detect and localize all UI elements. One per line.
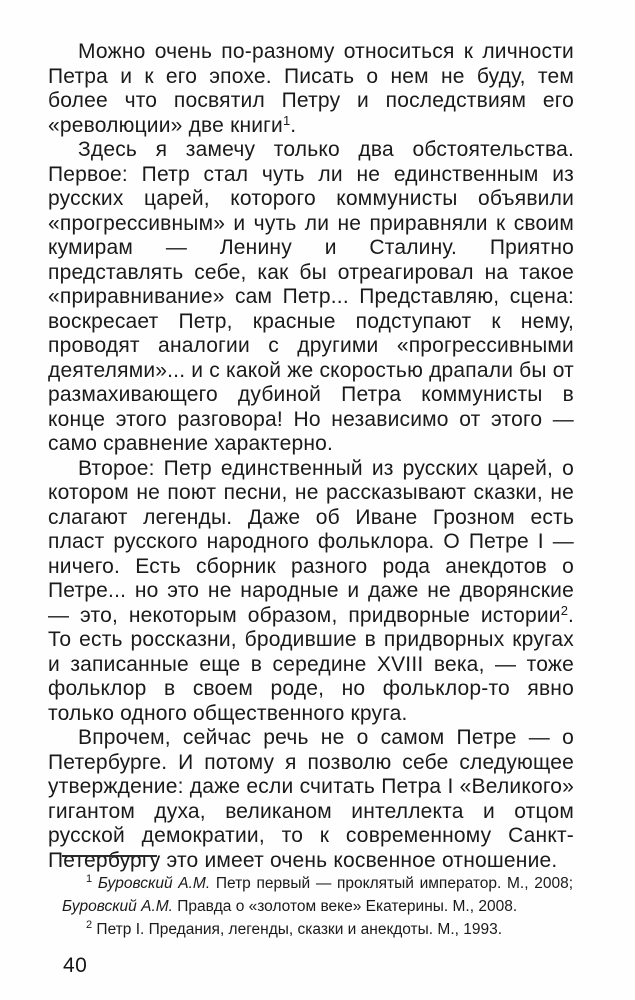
paragraph-1-text: Можно очень по-разному относиться к личности Петра и к его эпохе. Писать о нем не буду, тем более что посвятил Петру и последствиям его «революции» две книги xyxy=(48,40,574,137)
paragraph-3-text: Второе: Петр единственный из русских царей, о котором не поют песни, не рассказывают сказки, не слагают легенды. Даже об Иване Грозном есть пласт русского народного фольклора. О Петре I — ничего. Есть сборник разного рода анекдотов о Петре... но это не народные и даже не дворянские — это, некоторым образом, придворные истории xyxy=(48,456,574,627)
footnote-1 xyxy=(62,872,573,918)
body-text-block xyxy=(48,40,574,873)
paragraph-4-text: Впрочем, сейчас речь не о самом Петре — о Петербурге. И потому я позволю себе следующее утверждение: даже если считать Петра I «Великого» гигантом духа, великаном интеллекта и отцом русской демократии, то к современному Санкт-Петербургу это имеет очень косвенное отношение. xyxy=(48,726,574,872)
paragraph-1-tail: . xyxy=(290,113,297,137)
footnote-1-text-b: Правда о «золотом веке» Екатерины. М., 2008. xyxy=(172,898,518,915)
page-number: 40 xyxy=(63,954,88,977)
footnote-1-text-a: Петр первый — проклятый император. М., 2008; xyxy=(210,875,573,892)
footnote-1-marker: 1 xyxy=(86,873,93,885)
paragraph-2 xyxy=(48,138,574,457)
footnote-ref-2: 2 xyxy=(560,602,568,618)
footnote-block xyxy=(62,855,573,941)
footnote-2-marker: 2 xyxy=(86,919,93,931)
footnote-1-author-a: Буровский А.М. xyxy=(97,875,211,892)
footnote-1-author-b: Буровский А.М. xyxy=(62,898,173,915)
paragraph-1 xyxy=(48,40,574,138)
paragraph-4 xyxy=(48,726,574,873)
footnote-ref-1: 1 xyxy=(282,112,291,128)
paragraph-2-text: Здесь я замечу только два обстоятельства. Первое: Петр стал чуть ли не единственным из русских царей, которого коммунисты объявили «прогрессивным» и чуть ли не приравняли к своим кумирам — Ленину и Сталину. Приятно представлять себе, как бы отреагировал на такое «приравнивание» сам Петр... Представляю, сцена: воскресает Петр, красные подступают к нему, проводят аналогии с другими «прогрессивными деятелями»... и с какой же скоростью драпали бы от размахивающего дубиной Петра коммунисты в конце этого разговора! Но независимо от этого — само сравнение характерно. xyxy=(48,138,574,455)
footnote-separator xyxy=(62,855,157,857)
paragraph-3 xyxy=(48,457,574,727)
footnote-2 xyxy=(62,918,573,941)
paragraph-3-tail: . То есть россказни, бродившие в придворных кругах и записанные еще в середине XVIII века, — тоже фольклор в своем роде, но фольклор-то явно только одного общественного круга. xyxy=(48,603,574,725)
footnote-2-text: Петр I. Предания, легенды, сказки и анекдоты. М., 1993. xyxy=(92,921,503,938)
